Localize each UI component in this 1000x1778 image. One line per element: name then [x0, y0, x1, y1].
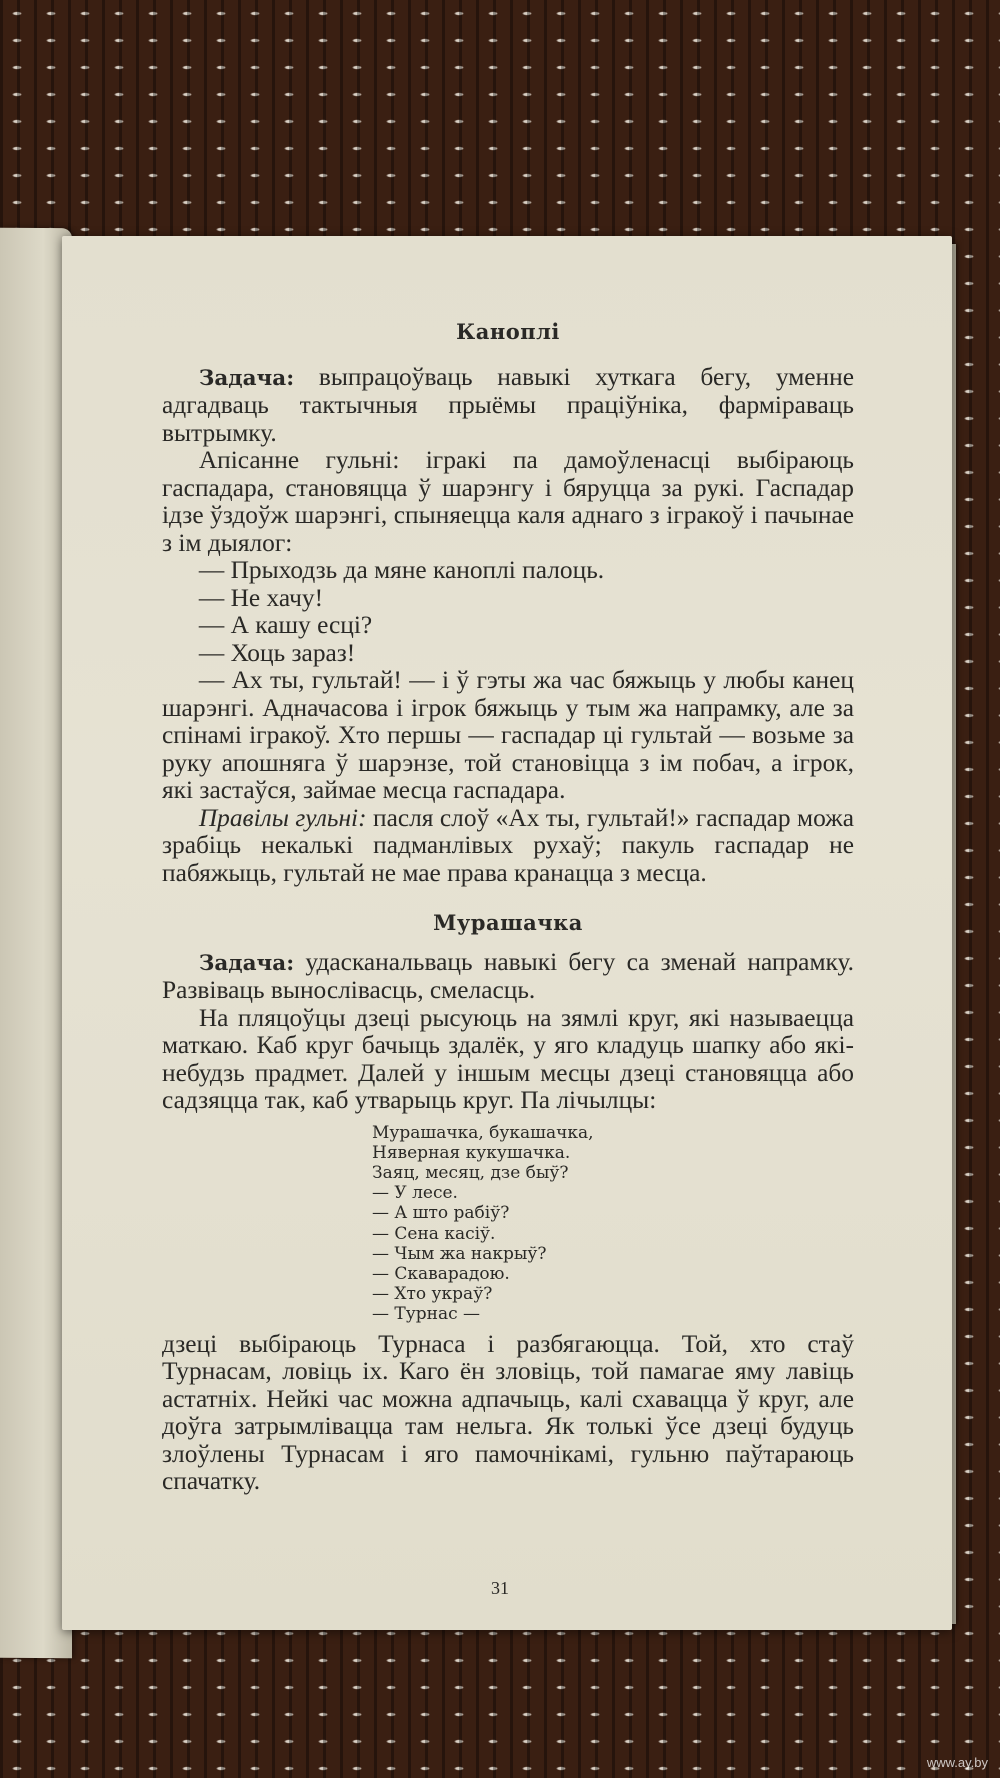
poem-line: — Чым жа накрыў? [372, 1243, 547, 1264]
dialog-line: — Ах ты, гультай! — і ў гэты жа час бяжыць у любы канец шарэнгі. Адначасова і ігрок бяжыць у тым жа напрамку, але за спінамі ігракоў. Хто першы — гаспадар ці гультай — возьме за руку апошняга ў шарэнзе, той становіцца з ім побач, а ігрок, які застаўся, займае месца гаспадара. [162, 666, 854, 804]
poem-line: — Сена касіў. [372, 1223, 496, 1244]
task-paragraph-2 [162, 949, 854, 1005]
description-paragraph: Апісанне гульні: ігракі па дамоўленасці выбіраюць гаспадара, становяцца ў шарэнгу і бяруцца за рукі. Гаспадар ідзе ўздоўж шарэнгі, спыняецца каля аднаго з ігракоў і пачынае з ім дыялог: [162, 446, 854, 557]
poem-line: — Скаварадою. [372, 1263, 510, 1284]
poem-line: — У лесе. [372, 1183, 458, 1204]
watermark: www.ay.by [926, 1755, 988, 1770]
section-title-murashachka: Мурашачка [433, 910, 583, 935]
rules-paragraph [162, 805, 854, 888]
page-number: 31 [491, 1578, 509, 1598]
task-paragraph [162, 364, 854, 448]
dialog-line: — Не хачу! [198, 583, 324, 612]
task-text-2: удасканальваць навыкі бегу са зменай напрамку. Развіваць вынослівасць, смеласць. [162, 947, 854, 1004]
poem-line: — Хто украў? [372, 1284, 493, 1305]
dialog-line: — А кашу есці? [198, 611, 373, 639]
section-title-kanopli: Каноплі [456, 319, 560, 344]
poem-line: Няверная кукушачка. [372, 1142, 571, 1163]
task-label-2: Задача: [198, 950, 295, 976]
page-text [162, 318, 854, 1496]
dialog-line: — Хоць зараз! [198, 638, 356, 667]
poem-line: Заяц, месяц, дзе быў? [372, 1162, 569, 1183]
rules-text: пасля слоў «Ах ты, гультай!» гаспадар можа зрабіць некалькі падманлівых рухаў; пакуль гаспадар не пабяжыць, гультай не мае права кранацца з месца. [162, 803, 854, 887]
description-paragraph-2: На пляцоўцы дзеці рысуюць на зямлі круг, які называецца маткаю. Каб круг бачыць здалёк, у яго кладуць шапку або які-небудзь прадмет. Далей у іншым месцы дзеці становяцца або садзяцца так, каб утварыць круг. Па лічылцы: [162, 1003, 854, 1114]
closing-paragraph: дзеці выбіраюць Турнаса і разбягаюцца. Той, хто стаў Турнасам, ловіць іх. Каго ён зловіць, той памагае яму лавіць астатніх. Нейкі час можна адпачыць, калі схавацца ў круг, але доўга затрымлівацца там нельга. Як толькі ўсе дзеці будуць злоўлены Турнасам і яго памочнікамі, гульню паўтараюць спачатку. [162, 1329, 854, 1496]
poem-line: — Турнас — [372, 1304, 481, 1325]
poem-line: Мурашачка, букашачка, [372, 1122, 594, 1143]
rules-label: Правілы гульні: [198, 803, 367, 832]
dialog-line: — Прыходзь да мяне каноплі палоць. [198, 556, 605, 584]
task-label: Задача: [198, 365, 295, 391]
task-text: выпрацоўваць навыкі хуткага бегу, уменне адгадваць тактычныя прыёмы праціўніка, фарміраваць вытрымку. [162, 362, 854, 447]
poem-line: — А што рабіў? [372, 1203, 510, 1224]
counting-rhyme [372, 1123, 854, 1325]
